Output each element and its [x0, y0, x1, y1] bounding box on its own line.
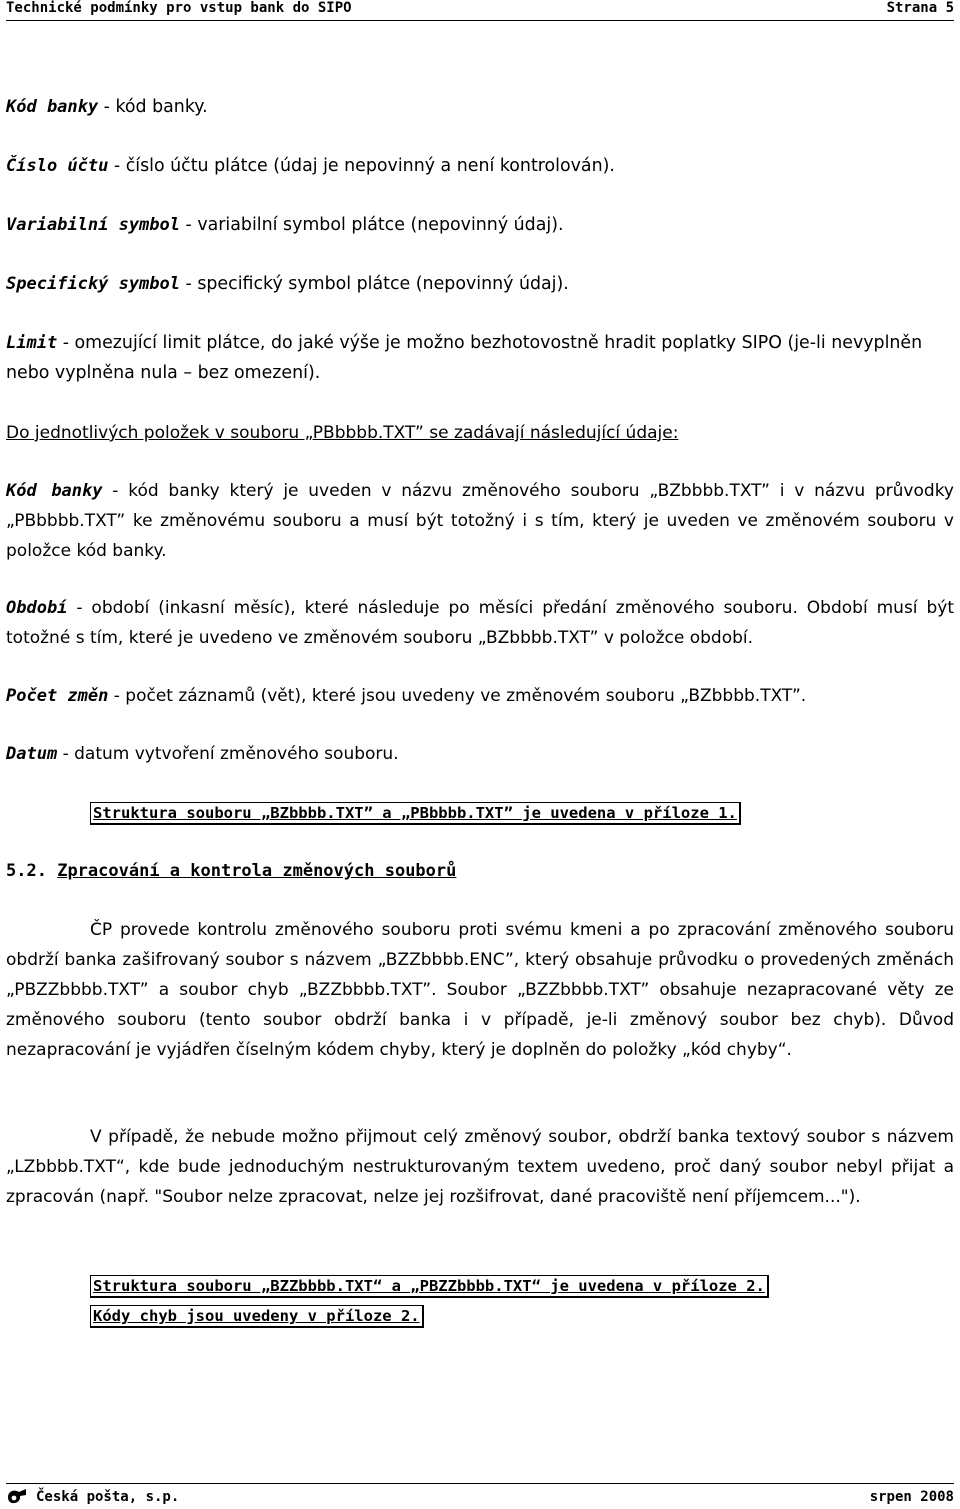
field-text: - variabilní symbol plátce (nepovinný údaj).	[180, 215, 564, 235]
field-text: - období (inkasní měsíc), které následuje po měsíci předání změnového souboru. Období musí být totožné s tím, které je uvedeno ve změnovém souboru „BZbbbb.TXT” v položce období.	[6, 598, 954, 648]
field-term: Datum	[6, 744, 58, 764]
org-name: Česká pošta, s.p.	[36, 1488, 180, 1505]
error-codes-note: Kódy chyb jsou uvedeny v příloze 2.	[90, 1305, 424, 1328]
posthorn-icon	[6, 1488, 28, 1506]
field-term: Číslo účtu	[6, 156, 109, 176]
field-cislo-uctu	[6, 151, 954, 181]
field-term: Variabilní symbol	[6, 215, 180, 235]
field-specificky-symbol	[6, 269, 954, 299]
field-text: - datum vytvoření změnového souboru.	[57, 744, 399, 764]
field-limit	[6, 328, 954, 388]
structure-note-1: Struktura souboru „BZbbbb.TXT” a „PBbbbb.TXT” je uvedena v příloze 1.	[90, 802, 741, 825]
section-number: 5.2.	[6, 861, 47, 881]
field-text: - kód banky.	[98, 97, 208, 117]
field-kod-banky-2	[6, 476, 954, 566]
field-datum	[6, 739, 954, 769]
page-number: Strana 5	[886, 0, 954, 16]
footer-org	[6, 1488, 179, 1506]
page-footer	[6, 1483, 954, 1509]
field-term: Kód banky	[6, 481, 103, 501]
field-term: Limit	[6, 333, 58, 353]
field-text: - kód banky který je uveden v názvu změnového souboru „BZbbbb.TXT” i v názvu průvodky „PBbbbb.TXT” ke změnovému souboru a musí být totožný i s tím, který je uveden ve změnovém souboru v položce kód banky.	[6, 481, 954, 561]
field-text: - počet záznamů (vět), které jsou uvedeny ve změnovém souboru „BZbbbb.TXT”.	[108, 686, 807, 706]
field-pocet-zmen	[6, 681, 954, 711]
field-term: Období	[6, 598, 68, 618]
structure-note-2: Struktura souboru „BZZbbbb.TXT“ a „PBZZbbbb.TXT“ je uvedena v příloze 2.	[90, 1275, 769, 1298]
field-kod-banky-1	[6, 92, 954, 122]
field-text: - omezující limit plátce, do jaké výše je možno bezhotovostně hradit poplatky SIPO (je-li nevyplněn nebo vyplněna nula – bez omezení).	[6, 333, 923, 383]
field-text: - specifický symbol plátce (nepovinný údaj).	[180, 274, 569, 294]
section-title: Zpracování a kontrola změnových souborů	[57, 861, 457, 881]
page-header	[6, 0, 954, 21]
field-variabilni-symbol	[6, 210, 954, 240]
rejection-paragraph: V případě, že nebude možno přijmout celý změnový soubor, obdrží banka textový soubor s názvem „LZbbbb.TXT“, kde bude jednoduchým nestrukturovaným textem uvedeno, proč daný soubor nebyl přijat a zpracován (např. "Soubor nelze zpracovat, nelze jej rozšifrovat, dané pracoviště není příjemcem...").	[6, 1127, 954, 1207]
field-text: - číslo účtu plátce (údaj je nepovinný a není kontrolován).	[108, 156, 615, 176]
field-term: Počet změn	[6, 686, 109, 706]
footer-date: srpen 2008	[869, 1488, 954, 1505]
field-obdobi	[6, 593, 954, 653]
processing-paragraph: ČP provede kontrolu změnového souboru proti svému kmeni a po zpracování změnového souboru obdrží banka zašifrovaný soubor s názvem „BZZbbbb.ENC”, který obsahuje průvodku o provedených změnách „PBZZbbbb.TXT” a soubor chyb „BZZbbbb.TXT”. Soubor „BZZbbbb.TXT” obsahuje nezapracované věty ze změnového souboru (tento soubor obdrží banka i v případě, je-li změnový soubor bez chyb). Důvod nezapracování je vyjádřen číselným kódem chyby, který je doplněn do položky „kód chyby“.	[6, 920, 954, 1060]
field-term: Specifický symbol	[6, 274, 180, 294]
intro-pbbbbb: Do jednotlivých položek v souboru „PBbbbb.TXT” se zadávají následující údaje:	[6, 423, 679, 443]
field-term: Kód banky	[6, 97, 99, 117]
document-title: Technické podmínky pro vstup bank do SIPO	[6, 0, 352, 16]
section-heading	[6, 856, 456, 886]
